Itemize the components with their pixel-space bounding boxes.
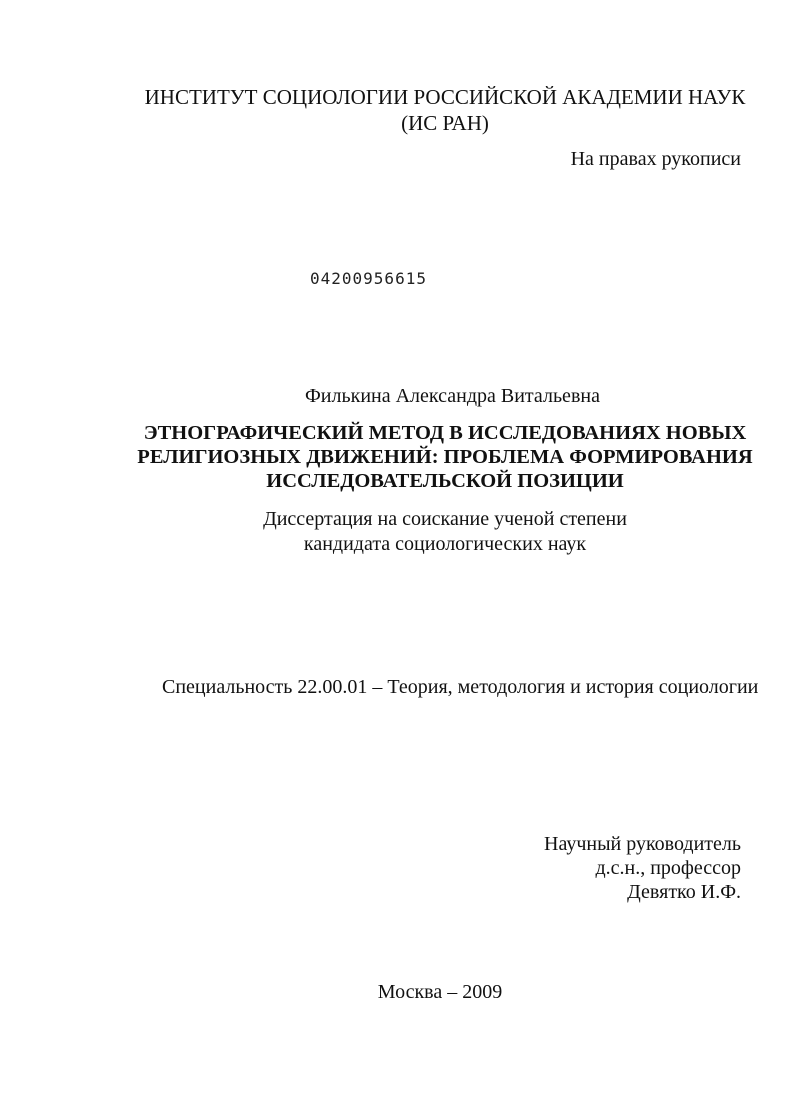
title-line-1: ЭТНОГРАФИЧЕСКИЙ МЕТОД В ИССЛЕДОВАНИЯХ НОВЫХ (143, 422, 747, 444)
thesis-line-1: Диссертация на соискание ученой степени (263, 508, 627, 530)
supervisor-name: Девятко И.Ф. (627, 881, 741, 903)
institute-name: ИНСТИТУТ СОЦИОЛОГИИ РОССИЙСКОЙ АКАДЕМИИ НАУК (144, 85, 746, 109)
title-line-3: ИССЛЕДОВАТЕЛЬСКОЙ ПОЗИЦИИ (266, 470, 624, 492)
institute-abbreviation: (ИС РАН) (401, 111, 489, 135)
thesis-description (180, 507, 710, 557)
title-line-2: РЕЛИГИОЗНЫХ ДВИЖЕНИЙ: ПРОБЛЕМА ФОРМИРОВАНИЯ (137, 446, 753, 468)
supervisor-role: Научный руководитель (544, 833, 741, 855)
manuscript-note: На правах рукописи (570, 148, 741, 170)
institute-header (120, 84, 770, 136)
author-name: Филькина Александра Витальевна (305, 385, 600, 407)
place-year: Москва – 2009 (377, 981, 503, 1003)
dissertation-title (130, 421, 760, 493)
stamp-code: 04200956615 (310, 269, 427, 288)
thesis-line-2: кандидата социологических наук (303, 533, 587, 555)
specialty: Специальность 22.00.01 – Теория, методология и история социологии (162, 676, 759, 698)
supervisor-block (544, 832, 741, 904)
supervisor-degree: д.с.н., профессор (595, 857, 741, 879)
